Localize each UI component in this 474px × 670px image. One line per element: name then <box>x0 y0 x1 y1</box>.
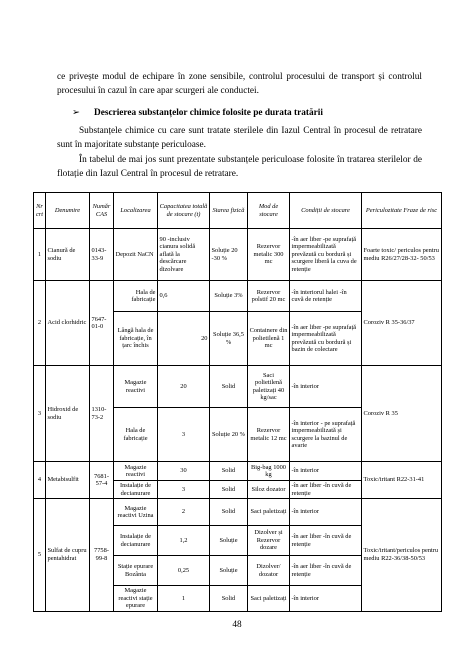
storage-conditions: -în interior <box>290 366 362 408</box>
table-header-row <box>34 193 442 229</box>
location: Hala de fabricație <box>114 281 158 312</box>
risk-phrases: Foarte toxic/ periculos pentru mediu R26/27/28-32- 50/53 <box>362 229 442 281</box>
header-cell: Mod de stocare <box>248 193 290 229</box>
header-cell: Condiții de stocare <box>290 193 362 229</box>
capacity: 3 <box>158 481 210 499</box>
storage-mode: Siloz dozator <box>248 481 290 499</box>
storage-conditions: -în aer liber -în cuvă de retenție <box>290 526 362 556</box>
intro-paragraph: ce privește modul de echipare în zone sensibile, controlul procesului de transport și controlul procesului în cazul în care apar scurgeri ale conductei. <box>57 72 422 96</box>
substance-name: Hidroxid de sodiu <box>46 366 90 462</box>
storage-conditions: -în interior - pe suprafață impermeabilizată și scurgere la bazinul de avarie <box>290 408 362 462</box>
substance-name: Acid clorhidric <box>46 281 90 366</box>
physical-state: Solid <box>210 366 248 408</box>
storage-conditions: -în aer liber -în cuvă de retenție <box>290 481 362 499</box>
physical-state: Soluție 20 % <box>210 408 248 462</box>
header-cell: Starea fizică <box>210 193 248 229</box>
capacity: 1,2 <box>158 526 210 556</box>
storage-mode: Big-bag 1000 kg <box>248 462 290 481</box>
physical-state: Solid <box>210 499 248 526</box>
capacity: 1 <box>158 586 210 612</box>
capacity: 0,6 <box>158 281 210 312</box>
location: Instalație de decianurare <box>114 481 158 499</box>
section-heading-text: Descrierea substanțelor chimice folosite pe durata tratării <box>94 108 323 118</box>
cas-number: 7681-57-4 <box>90 462 114 499</box>
header-cell: Număr CAS <box>90 193 114 229</box>
storage-mode: Saci paletizați <box>248 499 290 526</box>
section-heading <box>72 107 323 118</box>
location: Magazie reactivi <box>114 366 158 408</box>
substance-name: Sulfat de cupru pentahidrat <box>46 499 90 612</box>
physical-state: Soluție <box>210 526 248 556</box>
table-row <box>34 281 442 312</box>
location: Depozit NaCN <box>114 229 158 281</box>
row-number: 3 <box>34 366 46 462</box>
storage-conditions: -în interiorul halei -în cuvă de retenție <box>290 281 362 312</box>
header-cell: Localizarea <box>114 193 158 229</box>
table-row <box>34 229 442 281</box>
physical-state: Soluție 20 -30 % <box>210 229 248 281</box>
storage-mode: Dizolver și Rezervor dozare <box>248 526 290 556</box>
body-paragraph-1: Substanțele chimice cu care sunt tratate sterilele din Iazul Central în procesul de retratare sunt în majoritate substanțe periculoase. <box>57 126 422 150</box>
substance-name: Cianură de sodiu <box>46 229 90 281</box>
cas-number: 0143-33-9 <box>90 229 114 281</box>
risk-phrases: Toxic/iritant R22-31-41 <box>362 462 442 499</box>
table-row <box>34 366 442 408</box>
location: Instalație de decianurare <box>114 526 158 556</box>
header-cell: Capacitatea totală de stocare (t) <box>158 193 210 229</box>
capacity: 20 <box>158 366 210 408</box>
location: Magazie reactivi stație epurare <box>114 586 158 612</box>
hazardous-substances-table <box>33 192 442 612</box>
storage-mode: Rezervor polstif 20 mc <box>248 281 290 312</box>
storage-conditions: -în aer liber -pe suprafață impermeabilizată prevăzută cu bordură și scurgere liberă la cuva de retenție <box>290 229 362 281</box>
row-number: 2 <box>34 281 46 366</box>
storage-mode: Rezervor metalic 12 mc <box>248 408 290 462</box>
location: Lângă hala de fabricație, în țarc închis <box>114 312 158 366</box>
capacity: 3 <box>158 408 210 462</box>
storage-mode: Rezervor metalic 300 mc <box>248 229 290 281</box>
arrow-bullet-icon: ➢ <box>72 108 80 118</box>
capacity: 20 <box>158 312 210 366</box>
physical-state: Soluție <box>210 556 248 586</box>
physical-state: Solid <box>210 586 248 612</box>
location: Magazie reactivi Uzina <box>114 499 158 526</box>
page-number: 48 <box>232 620 242 630</box>
header-cell: Nr crt <box>34 193 46 229</box>
capacity: 0,25 <box>158 556 210 586</box>
storage-conditions: -în aer liber -în cuvă de retenție <box>290 556 362 586</box>
table-row <box>34 462 442 481</box>
risk-phrases: Toxic/iritant/periculos pentru mediu R22-36/38-50/53 <box>362 499 442 612</box>
row-number: 1 <box>34 229 46 281</box>
capacity: 30 <box>158 462 210 481</box>
header-cell: Denumire <box>46 193 90 229</box>
capacity: 2 <box>158 499 210 526</box>
row-number: 5 <box>34 499 46 612</box>
storage-conditions: -în interior <box>290 586 362 612</box>
physical-state: Soluție 36,5 % <box>210 312 248 366</box>
capacity: 90 -inclusiv cianura solidă aflată la descărcare dizolvare <box>158 229 210 281</box>
substance-name: Metabisulfit <box>46 462 90 499</box>
storage-mode: Dizolver/ dozator <box>248 556 290 586</box>
storage-mode: Saci polietilenă paletizați 40 kg/sac <box>248 366 290 408</box>
storage-mode: Saci paletizați <box>248 586 290 612</box>
cas-number: 1310-73-2 <box>90 366 114 462</box>
location: Stație epurare Bozânta <box>114 556 158 586</box>
physical-state: Solid <box>210 481 248 499</box>
cas-number: 7647-01-0 <box>90 281 114 366</box>
risk-phrases: Coroziv R 35-36/37 <box>362 281 442 366</box>
location: Hala de fabricație <box>114 408 158 462</box>
header-cell: Periculozitate Fraze de risc <box>362 193 442 229</box>
storage-conditions: -în interior <box>290 462 362 481</box>
physical-state: Soluție 3% <box>210 281 248 312</box>
risk-phrases: Coroziv R 35 <box>362 366 442 462</box>
table-row <box>34 499 442 526</box>
cas-number: 7758-99-8 <box>90 499 114 612</box>
row-number: 4 <box>34 462 46 499</box>
physical-state: Solid <box>210 462 248 481</box>
storage-conditions: -în interior <box>290 499 362 526</box>
storage-mode: Containere din polietilenă 1 mc <box>248 312 290 366</box>
body-paragraph-2: În tabelul de mai jos sunt prezentate substanțele periculoase folosite în tratarea sterilelor de flotație din Iazul Central în procesul de retratare. <box>57 155 422 179</box>
location: Magazie reactivi <box>114 462 158 481</box>
storage-conditions: -în aer liber -pe suprafață impermeabilizată prevăzută cu bordură și bazin de colectare <box>290 312 362 366</box>
